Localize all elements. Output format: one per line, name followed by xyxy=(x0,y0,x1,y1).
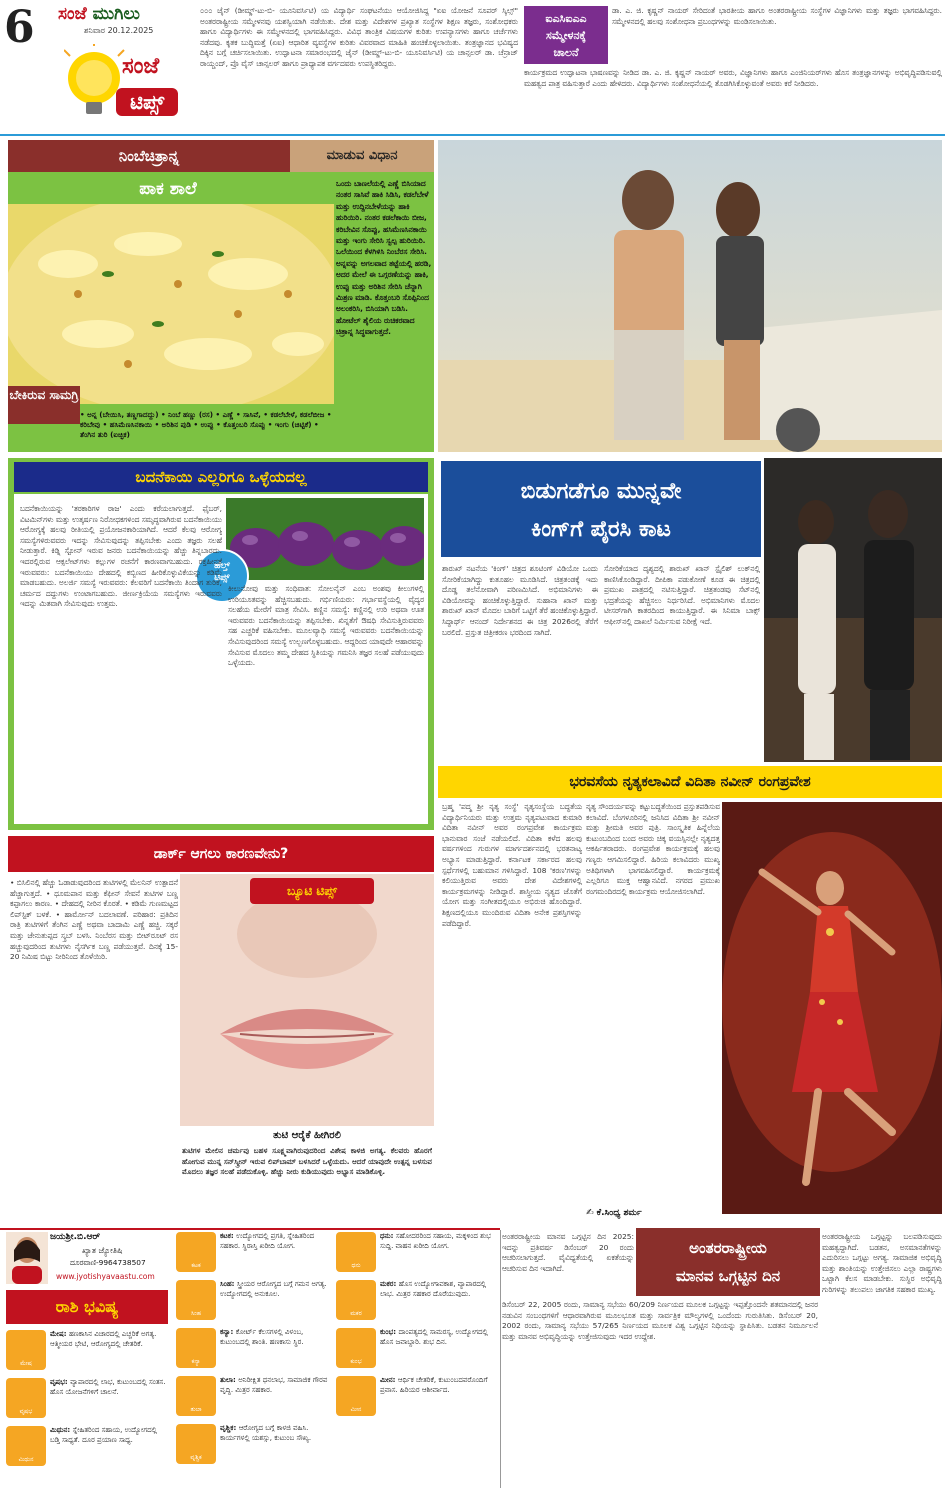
conference-badge-line1: ಐಎಸಿಐಎಎ xyxy=(545,12,587,25)
lemon-rice-photo xyxy=(8,204,334,404)
recipe-title: ನಿಂಬೆಚಿತ್ರಾನ್ನ xyxy=(8,140,290,172)
conference-badge-line3: ಚಾಲನೆ xyxy=(553,46,579,59)
brinjal-title: ಬದನೆಕಾಯಿ ಎಲ್ಲರಿಗೂ ಒಳ್ಳೆಯದಲ್ಲ xyxy=(14,462,428,492)
ingredients-text: • ಅನ್ನ (ಬೇಯಿಸಿ, ತಣ್ಣಗಾದದ್ದು) • ನಿಂಬೆ ಹಣ್ಣು (ರಸ) • ಎಣ್ಣೆ • ಸಾಸಿವೆ, • ಕಡಲೆಬೇಳೆ, ಕಡಲೆಬೀಜ • ಕರಿಬೇವು • ಹಸಿಮೆಣಸಿನಕಾಯಿ • ಅರಿಶಿನ ಪುಡಿ • ಉಪ್ಪು • ಕೊತ್ತಂಬರಿ ಸೊಪ್ಪು • ಇಂಗು (ಚಿಟ್ಟಿಕೆ) • ತೆಂಗಿನ ತುರಿ (ಐಚ್ಛಿಕ) xyxy=(80,410,332,439)
brinjal-text-col2: ಕೀಲುನೋವು ಮತ್ತು ಸಂಧಿವಾತ: ಸೋಲನೈನ್ ಎಂಬ ಅಂಶವು ಕೀಲುಗಳಲ್ಲಿ ಉರಿಯೂತವನ್ನು ಹೆಚ್ಚಿಸಬಹುದು. ಗರ್ಭಿಣಿಯರು: ಗರ್ಭಾವಸ್ಥೆಯಲ್ಲಿ ವೈದ್ಯರ ಸಲಹೆಯ ಮೇರೆಗೆ ಮಾತ್ರ ಸೇವಿಸಿ. ಕಣ್ಣಿನ ಸಮಸ್ಯೆ: ಕಣ್ಣಿನಲ್ಲಿ ಉರಿ ಅಥವಾ ಊತ ಇರುವವರು ಬದನೆಕಾಯಿಯನ್ನು ತಪ್ಪಿಸಬೇಕು. ಖಿನ್ನತೆಗೆ ಔಷಧಿ ಸೇವಿಸುತ್ತಿರುವವರು ಸಹ ಎಚ್ಚರಿಕೆ ವಹಿಸಬೇಕು. ಮೂಲವ್ಯಾಧಿ ಸಮಸ್ಯೆ ಇರುವವರು ಬದನೆಕಾಯಿಯನ್ನು ಸೇವಿಸುವುದರಿಂದ ಸಮಸ್ಯೆ ಉಲ್ಬಣಗೊಳ್ಳಬಹುದು. ಆದ್ದರಿಂದ ಯಾವುದೇ ಆಹಾರವನ್ನು ಸೇವಿಸುವ ಮೊದಲು ತಮ್ಮ ದೇಹದ ಸ್ಥಿತಿಯನ್ನು ಗಮನಿಸಿ ತಜ್ಞರ ಸಲಹೆ ಪಡೆಯುವುದು ಒಳ್ಳೆಯದು. xyxy=(228,584,424,668)
zodiac-text xyxy=(50,1378,168,1422)
zodiac-name: ತುಲಾ: xyxy=(220,1376,239,1384)
zodiac-label: ಮೀನ xyxy=(350,1406,362,1413)
conference-badge-line2: ಸಮ್ಮೇಳನಕ್ಕೆ xyxy=(546,29,586,42)
horoscope-title: ರಾಶಿ ಭವಿಷ್ಯ xyxy=(6,1290,168,1324)
masthead-sanje: ಸಂಜೆ xyxy=(58,4,87,24)
health-tips-line1: ಹೆಲ್ತ್ xyxy=(214,561,230,571)
conference-article-continued: ಕಾರ್ಯಕ್ರಮದ ಉದ್ಘಾಟನಾ ಭಾಷಣವನ್ನು ನೀಡಿದ ಡಾ. ಎ. ಜಿ. ಕೃಷ್ಣನ್ ನಾಯರ್ ಅವರು, ವಿಜ್ಞಾನಿಗಳು ಹಾಗೂ ಎಂಜಿನಿಯರ್‌ಗಳು ಹೊಸ ತಂತ್ರಜ್ಞಾನಗಳನ್ನು ಅಭಿವೃದ್ಧಿಪಡಿಸುವಲ್ಲಿ ಮಹತ್ವದ ಪಾತ್ರ ವಹಿಸುತ್ತಾರೆ ಎಂದು ಹೇಳಿದರು. ವಿದ್ಯಾರ್ಥಿಗಳು ಸಂಶೋಧನೆಯಲ್ಲಿ ತೊಡಗಿಸಿಕೊಳ್ಳುವಂತೆ ಅವರು ಕರೆ ನೀಡಿದರು. xyxy=(524,68,942,88)
zodiac-prediction: ಸ್ತ್ರೀಯರ ಆರೋಗ್ಯದ ಬಗ್ಗೆ ಗಮನ ಅಗತ್ಯ. ಉದ್ಯೋಗದಲ್ಲಿ ಅನುಕೂಲ. xyxy=(220,1280,327,1298)
zodiac-text xyxy=(380,1376,496,1420)
lip-care-text: ತುಟಿಗಳ ಮೇಲಿನ ಚರ್ಮವು ಬಹಳ ಸೂಕ್ಷ್ಮವಾಗಿರುವುದರಿಂದ ವಿಶೇಷ ಕಾಳಜಿ ಅಗತ್ಯ. ಕೆಲವರು ಹೊರಗೆ ಹೋಗುವ ಮುನ್ನ ಸನ್‌ಸ್ಕ್ರೀನ್ ಇರುವ ಲಿಪ್‌ಬಾಮ್ ಬಳಸಿದರೆ ಒಳ್ಳೆಯದು. ಆದರೆ ಯಾವುದೇ ಉತ್ಪನ್ನ ಬಳಸುವ ಮೊದಲು ತಜ್ಞರ ಸಲಹೆ ಪಡೆದುಕೊಳ್ಳಿ. ಹೆಚ್ಚು ನೀರು ಕುಡಿಯುವುದು ಅಭ್ಯಾಸ ಮಾಡಿಕೊಳ್ಳಿ. xyxy=(182,1146,432,1177)
intro-article: ೦೦೦ ಜೈನ್ (ಡೀಮ್ಡ್-ಟು-ಬಿ- ಯೂನಿವರ್ಸಿಟಿ) ಯ ವಿದ್ಯಾರ್ಥಿ ಸಂಘಟನೆಯು ಆಯೋಜಿಸಿದ್ದ "ಏಐ ಯೋಜನೆ ಸೂಪರ್ ಸ್ಕಿಲ್ಸ್" ಅಂತರರಾಷ್ಟ್ರೀಯ ಸಮ್ಮೇಳನವು ಯಶಸ್ವಿಯಾಗಿ ನಡೆಯಿತು. ದೇಶ ಮತ್ತು ವಿದೇಶಗಳ ಪ್ರಖ್ಯಾತ ಸಂಸ್ಥೆಗಳ ಶಿಕ್ಷಣ ತಜ್ಞರು, ಸಂಶೋಧಕರು ಹಾಗೂ ವಿದ್ಯಾರ್ಥಿಗಳು ಈ ಸಮ್ಮೇಳನದಲ್ಲಿ ಭಾಗವಹಿಸಿದ್ದರು. ವಿವಿಧ ತಾಂತ್ರಿಕ ವಿಷಯಗಳ ಕುರಿತು ಉಪನ್ಯಾಸಗಳು ಹಾಗೂ ಚರ್ಚೆಗಳು ನಡೆದವು. ಕೃತಕ ಬುದ್ಧಿಮತ್ತೆ (ಏಐ) ಆಧಾರಿತ ವ್ಯವಸ್ಥೆಗಳ ಕುರಿತು ವಿವರವಾದ ಮಾಹಿತಿ ಹಂಚಿಕೊಳ್ಳಲಾಯಿತು. ತಂತ್ರಜ್ಞಾನದ ಭವಿಷ್ಯದ ದಿಕ್ಕಿನ ಬಗ್ಗೆ ಚರ್ಚಿಸಲಾಯಿತು. ಉದ್ಘಾಟನಾ ಸಮಾರಂಭದಲ್ಲಿ ಜೈನ್ (ಡೀಮ್ಡ್-ಟು-ಬಿ- ಯೂನಿವರ್ಸಿಟಿ) ಯ ಚಾನ್ಸಲರ್ ಡಾ. ಚೆನ್ರಾಜ್ ರಾಯ್ಚಂದ್, ಪ್ರೊ ವೈಸ್ ಚಾನ್ಸಲರ್ ಹಾಗೂ ಪ್ರಾಧ್ಯಾಪಕ ವರ್ಗದವರು ಉಪಸ್ಥಿತರಿದ್ದರು. xyxy=(200,6,518,68)
zodiac-prediction: ಹಣಕಾಸಿನ ವಿಚಾರದಲ್ಲಿ ಎಚ್ಚರಿಕೆ ಅಗತ್ಯ. ಆತ್ಮೀಯರ ಭೇಟಿ, ಆರೋಗ್ಯದಲ್ಲಿ ಚೇತರಿಕೆ. xyxy=(50,1330,157,1348)
lips-text: • ಬಿಸಿಲಿನಲ್ಲಿ ಹೆಚ್ಚು ಓಡಾಡುವುದರಿಂದ ತುಟಿಗಳಲ್ಲಿ ಮೆಲನಿನ್ ಉತ್ಪಾದನೆ ಹೆಚ್ಚಾಗುತ್ತದೆ. • ಧೂಮಪಾನ ಮತ್ತು ಕೆಫೀನ್ ಸೇವನೆ ತುಟಿಗಳ ಬಣ್ಣ ಕಪ್ಪಾಗಲು ಕಾರಣ. • ದೇಹದಲ್ಲಿ ನೀರಿನ ಕೊರತೆ. • ಕಡಿಮೆ ಗುಣಮಟ್ಟದ ಲಿಪ್‌ಸ್ಟಿಕ್ ಬಳಕೆ. • ಹಾರ್ಮೋನ್ ಬದಲಾವಣೆ. ಪರಿಹಾರ: ಪ್ರತಿದಿನ ರಾತ್ರಿ ತುಟಿಗಳಿಗೆ ತೆಂಗಿನ ಎಣ್ಣೆ ಅಥವಾ ಬಾದಾಮಿ ಎಣ್ಣೆ ಹಚ್ಚಿ. ಸಕ್ಕರೆ ಮತ್ತು ಜೇನುತುಪ್ಪದ ಸ್ಕ್ರಬ್ ಬಳಸಿ. ನಿಂಬೆರಸ ಮತ್ತು ಬೀಟ್‌ರೂಟ್ ರಸ ಹಚ್ಚುವುದರಿಂದ ತುಟಿಗಳು ನೈಸರ್ಗಿಕ ಬಣ್ಣ ಪಡೆಯುತ್ತವೆ. ದಿನಕ್ಕೆ 15-20 ನಿಮಿಷ ಬಿಟ್ಟು ನೀರಿನಿಂದ ತೊಳೆಯಿರಿ. xyxy=(10,878,178,962)
zodiac-name: ಮೇಷ: xyxy=(50,1330,69,1338)
zodiac-label: ಮಕರ xyxy=(350,1310,362,1317)
conference-badge xyxy=(524,6,608,64)
zodiac-label: ತುಲಾ xyxy=(190,1406,202,1413)
zodiac-label: ಕಟಕ xyxy=(191,1262,201,1269)
brinjal-text-col1: ಬದನೆಕಾಯಿಯನ್ನು 'ತರಕಾರಿಗಳ ರಾಜ' ಎಂದು ಕರೆಯಲಾಗುತ್ತದೆ. ಫೈಬರ್, ವಿಟಮಿನ್‌ಗಳು ಮತ್ತು ಉತ್ಕರ್ಷಣ ನಿರೋಧಕಗಳಿಂದ ಸಮೃದ್ಧವಾಗಿರುವ ಬದನೆಕಾಯಿಯು ಆರೋಗ್ಯಕ್ಕೆ ಹಲವು ರೀತಿಯಲ್ಲಿ ಪ್ರಯೋಜನಕಾರಿಯಾಗಿದೆ. ಆದರೆ ಕೆಲವು ಆರೋಗ್ಯ ಸಮಸ್ಯೆಗಳಿರುವವರು ಇದನ್ನು ಸೇವಿಸುವುದನ್ನು ತಪ್ಪಿಸಬೇಕು ಎಂದು ತಜ್ಞರು ಸಲಹೆ ನೀಡುತ್ತಾರೆ. ಕಿಡ್ನಿ ಸ್ಟೋನ್ ಇರುವ ಜನರು ಬದನೆಕಾಯಿಯನ್ನು ಹೆಚ್ಚು ತಿನ್ನಬಾರದು. ಇದರಲ್ಲಿರುವ ಆಕ್ಸಲೇಟ್‌ಗಳು ಕಲ್ಲುಗಳ ರಚನೆಗೆ ಕಾರಣವಾಗಬಹುದು. ರಕ್ತಹೀನತೆ ಇರುವವರು: ಬದನೆಕಾಯಿಯು ದೇಹದಲ್ಲಿ ಕಬ್ಬಿಣದ ಹೀರಿಕೊಳ್ಳುವಿಕೆಯನ್ನು ಕಡಿಮೆ ಮಾಡಬಹುದು. ಅಲರ್ಜಿ ಸಮಸ್ಯೆ ಇರುವವರು: ಕೆಲವರಿಗೆ ಬದನೆಕಾಯಿ ತಿಂದಾಗ ತುರಿಕೆ, ಚರ್ಮದ ದದ್ದುಗಳು ಉಂಟಾಗಬಹುದು. ಜೀರ್ಣಕ್ರಿಯೆಯ ಸಮಸ್ಯೆಗಳು ಇರುವವರು ಇದನ್ನು ಮಿತವಾಗಿ ಸೇವಿಸುವುದು ಉತ್ತಮ. xyxy=(20,504,222,609)
zodiac-label: ವೃಶ್ಚಿಕ xyxy=(190,1454,202,1461)
lips-headline: ಡಾರ್ಕ್ ಆಗಲು ಕಾರಣವೇನು? xyxy=(8,836,434,872)
movie-still-photo xyxy=(438,140,942,452)
zodiac-prediction: ಸ್ನೇಹಿತರಿಂದ ಸಹಾಯ, ಉದ್ಯೋಗದಲ್ಲಿ ಬಡ್ತಿ ಸಾಧ್ಯತೆ. ದೂರ ಪ್ರಯಾಣ ಸಾಧ್ಯ. xyxy=(50,1426,157,1444)
zodiac-label: ಮಿಥುನ xyxy=(18,1456,34,1463)
divider xyxy=(500,1230,501,1488)
zodiac-label: ವೃಷಭ xyxy=(19,1408,33,1415)
ingredients-label: ಬೇಕಿರುವ ಸಾಮಗ್ರಿ xyxy=(8,386,80,424)
zodiac-name: ವೃಶ್ಚಿಕ: xyxy=(220,1424,239,1432)
issue-date: ಶನಿವಾರ 20.12.2025 xyxy=(84,26,154,35)
dance-author: ✍ ಕೆ.ಸಿಂಧ್ಯ ಶರ್ಮ xyxy=(586,1208,642,1218)
zodiac-name: ಕುಂಭ: xyxy=(380,1328,399,1336)
zodiac-prediction: ಅನಿರೀಕ್ಷಿತ ಧನಲಾಭ, ಸಾಮಾಜಿಕ ಗೌರವ ವೃದ್ಧಿ. ಮಿತ್ರರ ಸಹಕಾರ. xyxy=(220,1376,328,1394)
dance-text-col2: ನೃತ್ಯ ಸೌಂದರ್ಯವನ್ನು ಕಟ್ಟುಬದ್ಧತೆಯಿಂದ ಪ್ರಸ್ತುತಪಡಿಸುವ ಕಲಾವಿದೆ. ಬೆಂಗಳೂರಿನಲ್ಲಿ ಜನಿಸಿದ ವಿದಿತಾ ಶ್ರೀ ನವೀನ್ ಮತ್ತು ಶ್ರೀಮತಿ ಅವರ ಪುತ್ರಿ. ಸಾಂಸ್ಕೃತಿಕ ಹಿನ್ನೆಲೆಯ ಕುಟುಂಬದಿಂದ ಬಂದ ಅವರು ಚಿಕ್ಕ ವಯಸ್ಸಿನಲ್ಲೇ ನೃತ್ಯದತ್ತ ಆಕರ್ಷಿತರಾದರು. ರಂಗಪ್ರವೇಶ ಕಾರ್ಯಕ್ರಮಕ್ಕೆ ಹಲವು ಗಣ್ಯರು ಆಗಮಿಸಲಿದ್ದಾರೆ. ಹಿರಿಯ ಕಲಾವಿದರು ಮುಖ್ಯ ಅತಿಥಿಗಳಾಗಿ ಭಾಗವಹಿಸಲಿದ್ದಾರೆ. ಕಾರ್ಯಕ್ರಮಕ್ಕೆ ಎಲ್ಲರಿಗೂ ಮುಕ್ತ ಆಹ್ವಾನವಿದೆ. ನಗರದ ಪ್ರಮುಖ ರಂಗಮಂದಿರದಲ್ಲಿ ಕಾರ್ಯಕ್ರಮ ಆಯೋಜಿಸಲಾಗಿದೆ. xyxy=(586,802,720,896)
astrologer-avatar xyxy=(6,1232,48,1284)
astrologer-name: ಜಯಶ್ರೀ.ಬಿ.ಆರ್ xyxy=(50,1232,101,1242)
zodiac-text xyxy=(50,1330,168,1374)
astrologer-phone: ದೂರವಾಣಿ-9964738507 xyxy=(70,1258,146,1267)
zodiac-prediction: ಆರ್ಥಿಕ ಚೇತರಿಕೆ, ಕುಟುಂಬದವರೊಂದಿಗೆ ಪ್ರವಾಸ. ಹಿರಿಯರ ಆಶೀರ್ವಾದ. xyxy=(380,1376,488,1394)
lip-care-title: ತುಟಿ ಆರೈಕೆ ಹೀಗಿರಲಿ xyxy=(273,1130,341,1141)
solidarity-text-col1: ಅಂತರರಾಷ್ಟ್ರೀಯ ಮಾನವ ಒಗ್ಗಟ್ಟಿನ ದಿನ 2025: ಇದನ್ನು ಪ್ರತಿವರ್ಷ ಡಿಸೆಂಬರ್ 20 ರಂದು ಆಚರಿಸಲಾಗುತ್ತದೆ. ವೈವಿಧ್ಯತೆಯಲ್ಲಿ ಏಕತೆಯನ್ನು ಆಚರಿಸುವ ದಿನ ಇದಾಗಿದೆ. xyxy=(502,1232,634,1273)
piracy-text-col1: ಶಾರುಖ್ ನಟನೆಯ 'ಕಿಂಗ್' ಚಿತ್ರದ ಶೂಟಿಂಗ್ ವಿಡಿಯೋ ಒಂದು ಸೋರಿಕೆಯಾಗಿದ್ದು ಕುತೂಹಲ ಮೂಡಿಸಿದೆ. ಚಿತ್ರತಂಡಕ್ಕೆ ಇದು ದೊಡ್ಡ ತಲೆನೋವಾಗಿ ಪರಿಣಮಿಸಿದೆ. ಅಭಿಮಾನಿಗಳು ಈ ವಿಡಿಯೋವನ್ನು ಹಂಚಿಕೊಳ್ಳುತ್ತಿದ್ದಾರೆ. ಸುಹಾನಾ ಖಾನ್ ಮತ್ತು ಶಾರುಖ್ ಖಾನ್ ಮೊದಲ ಬಾರಿಗೆ ಒಟ್ಟಿಗೆ ತೆರೆ ಹಂಚಿಕೊಳ್ಳುತ್ತಿದ್ದಾರೆ. ಸಿದ್ಧಾರ್ಥ್ ಆನಂದ್ ನಿರ್ದೇಶನದ ಈ ಚಿತ್ರ 2026ರಲ್ಲಿ ತೆರೆಗೆ ಬರಲಿದೆ. ಪ್ರಸ್ತುತ ಚಿತ್ರೀಕರಣ ಭರದಿಂದ ಸಾಗಿದೆ. xyxy=(442,564,598,637)
zodiac-prediction: ಆರೋಗ್ಯದ ಬಗ್ಗೆ ಕಾಳಜಿ ವಹಿಸಿ. ಕಾರ್ಯಗಳಲ್ಲಿ ಯಶಸ್ಸು, ಕುಟುಂಬ ಸೌಖ್ಯ. xyxy=(220,1424,312,1442)
beauty-tips-badge: ಬ್ಯೂಟಿ ಟಿಪ್ಸ್ xyxy=(250,878,374,904)
zodiac-label: ಧನು xyxy=(351,1262,361,1269)
zodiac-label: ಸಿಂಹ xyxy=(190,1310,201,1317)
masthead-mugilu: ಮುಗಿಲು xyxy=(92,4,140,24)
solidarity-headline-line2: ಮಾನವ ಒಗ್ಗಟ್ಟಿನ ದಿನ xyxy=(675,1267,781,1285)
zodiac-text xyxy=(220,1328,332,1372)
zodiac-prediction: ಉದ್ಯೋಗದಲ್ಲಿ ಪ್ರಗತಿ, ಸ್ನೇಹಿತರಿಂದ ಸಹಕಾರ. ಸ್ಥಿರಾಸ್ತಿ ಖರೀದಿ ಯೋಗ. xyxy=(220,1232,315,1250)
zodiac-text xyxy=(220,1376,332,1420)
zodiac-prediction: ಸಹೋದರರಿಂದ ಸಹಾಯ, ಮಕ್ಕಳಿಂದ ಶುಭ ಸುದ್ದಿ. ವಾಹನ ಖರೀದಿ ಯೋಗ. xyxy=(380,1232,491,1250)
dance-headline: ಭರವಸೆಯ ನೃತ್ಯಕಲಾವಿದೆ ವಿದಿತಾ ನವೀನ್ ರಂಗಪ್ರವೇಶ xyxy=(438,766,942,798)
zodiac-prediction: ಹೊಸ ಉದ್ಯೋಗಾವಕಾಶ, ವ್ಯಾಪಾರದಲ್ಲಿ ಲಾಭ. ಮಿತ್ರರ ಸಹಕಾರ ದೊರೆಯುವುದು. xyxy=(380,1280,487,1298)
zodiac-text xyxy=(380,1280,496,1324)
solidarity-text-col3: ಅಂತರರಾಷ್ಟ್ರೀಯ ಒಗ್ಗಟ್ಟನ್ನು ಬಲಪಡಿಸುವುದು ಮಹತ್ವದ್ದಾಗಿದೆ. ಬಡತನ, ಅಸಮಾನತೆಗಳನ್ನು ಎದುರಿಸಲು ಒಗ್ಗಟ್ಟು ಅಗತ್ಯ. ಸಾಮಾಜಿಕ ಅಭಿವೃದ್ಧಿ ಮತ್ತು ಶಾಂತಿಯನ್ನು ಉತ್ತೇಜಿಸಲು ಎಲ್ಲಾ ರಾಷ್ಟ್ರಗಳು ಒಟ್ಟಾಗಿ ಕೆಲಸ ಮಾಡಬೇಕು. ಸುಸ್ಥಿರ ಅಭಿವೃದ್ಧಿ ಗುರಿಗಳನ್ನು ತಲುಪಲು ಜಾಗತಿಕ ಸಹಕಾರ ಮುಖ್ಯ. xyxy=(822,1232,942,1294)
zodiac-text xyxy=(220,1424,332,1468)
lips-photo xyxy=(180,874,434,1126)
solidarity-text-col2: ಡಿಸೆಂಬರ್ 22, 2005 ರಂದು, ಸಾಮಾನ್ಯ ಸಭೆಯು 60/209 ನಿರ್ಣಯದ ಮೂಲಕ ಒಗ್ಗಟ್ಟನ್ನು ಇಪ್ಪತ್ತೊಂದನೇ ಶತಮಾನದಲ್ಲಿ ಜನರ ನಡುವಿನ ಸಂಬಂಧಗಳಿಗೆ ಆಧಾರವಾಗಿರುವ ಮೂಲಭೂತ ಮತ್ತು ಸಾರ್ವತ್ರಿಕ ಮೌಲ್ಯಗಳಲ್ಲಿ ಒಂದೆಂದು ಗುರುತಿಸಿತು. ಡಿಸೆಂಬರ್ 20, 2002 ರಂದು, ಸಾಮಾನ್ಯ ಸಭೆಯು 57/265 ನಿರ್ಣಯದ ಮೂಲಕ ವಿಶ್ವ ಒಗ್ಗಟ್ಟಿನ ನಿಧಿಯನ್ನು ಸ್ಥಾಪಿಸಿತು. ಬಡತನ ನಿರ್ಮೂಲನೆ ಮತ್ತು ಮಾನವ ಅಭಿವೃದ್ಧಿಯನ್ನು ಉತ್ತೇಜಿಸುವುದು ಇದರ ಉದ್ದೇಶ. xyxy=(502,1300,818,1341)
astrologer-title: ಖ್ಯಾತ ಜ್ಯೋತಿಷಿ xyxy=(82,1246,123,1255)
zodiac-name: ವೃಷಭ: xyxy=(50,1378,71,1386)
piracy-headline xyxy=(438,458,764,560)
piracy-headline-line1: ಬಿಡುಗಡೆಗೂ ಮುನ್ನವೇ xyxy=(520,479,682,504)
zodiac-prediction: ದಾಂಪತ್ಯದಲ್ಲಿ ಸಾಮರಸ್ಯ, ಉದ್ಯೋಗದಲ್ಲಿ ಹೊಸ ಜವಾಬ್ದಾರಿ. ಶುಭ ದಿನ. xyxy=(380,1328,488,1346)
brinjal-photo xyxy=(226,498,424,580)
solidarity-headline xyxy=(636,1228,820,1296)
page-number: 6 xyxy=(4,2,35,53)
dance-text-col1: ಬ್ರಹ್ಮ 'ಪದ್ಮ ಶ್ರೀ ನೃತ್ಯ ಸಂಸ್ಥೆ' ನೃತ್ಯಸಂಸ್ಥೆಯ ಬದ್ಧತೆಯ ವಿದ್ಯಾರ್ಥಿನಿಯರು ಮತ್ತು ಉತ್ತಮ ನೃತ್ಯಪಟುವಾದ ಕುಮಾರಿ ವಿದಿತಾ ನವೀನ್ ಅವರ ರಂಗಪ್ರವೇಶ ಕಾರ್ಯಕ್ರಮ ಭಾನುವಾರ ಸಂಜೆ ನಡೆಯಲಿದೆ. ವಿದಿತಾ ಕಳೆದ ಹಲವು ವರ್ಷಗಳಿಂದ ಗುರುಗಳ ಮಾರ್ಗದರ್ಶನದಲ್ಲಿ ಭರತನಾಟ್ಯ ಅಭ್ಯಾಸ ಮಾಡುತ್ತಿದ್ದಾರೆ. ಕರ್ನಾಟಕ ಸರ್ಕಾರದ ಹಲವು ಸ್ಪರ್ಧೆಗಳಲ್ಲಿ ಬಹುಮಾನ ಗಳಿಸಿದ್ದಾರೆ. 108 'ಕರಣ'ಗಳನ್ನು ಕಲಿಯುತ್ತಿರುವ ಅವರು ದೇಶ ವಿದೇಶಗಳಲ್ಲಿ ಕಾರ್ಯಕ್ರಮಗಳನ್ನು ನೀಡಿದ್ದಾರೆ. ಶಾಸ್ತ್ರೀಯ ನೃತ್ಯದ ಜೊತೆಗೆ ಯೋಗ ಮತ್ತು ಸಂಗೀತದಲ್ಲಿಯೂ ಅಭಿರುಚಿ ಹೊಂದಿದ್ದಾರೆ. ಶಿಕ್ಷಣದಲ್ಲಿಯೂ ಮುಂದಿರುವ ವಿದಿತಾ ಅನೇಕ ಪ್ರಶಸ್ತಿಗಳನ್ನು ಪಡೆದಿದ್ದಾರೆ. xyxy=(442,802,582,928)
king-movie-photo xyxy=(764,458,942,762)
kitchen-label: ಪಾಕ ಶಾಲೆ xyxy=(139,179,197,199)
zodiac-text xyxy=(380,1232,496,1276)
piracy-headline-line2: ಕಿಂಗ್‌ಗೆ ಪೈರಸಿ ಕಾಟ xyxy=(531,517,671,542)
masthead-logo xyxy=(58,4,140,24)
zodiac-name: ಮಕರ: xyxy=(380,1280,399,1288)
zodiac-text xyxy=(380,1328,496,1372)
zodiac-name: ಮಿಥುನ: xyxy=(50,1426,73,1434)
zodiac-text xyxy=(220,1280,332,1324)
method-text: ಒಂದು ಬಾಣಲೆಯಲ್ಲಿ ಎಣ್ಣೆ ಬಿಸಿಯಾದ ನಂತರ ಸಾಸಿವೆ ಹಾಕಿ ಸಿಡಿಸಿ, ಕಡಲೆಬೇಳೆ ಮತ್ತು ಉದ್ದಿನಬೇಳೆಯನ್ನು ಹಾಕಿ ಹುರಿಯಿರಿ. ನಂತರ ಕಡಲೆಕಾಯಿ ಬೀಜ, ಕರಿಬೇವಿನ ಸೊಪ್ಪು, ಹಸಿಮೆಣಸಿನಕಾಯಿ ಮತ್ತು ಇಂಗು ಸೇರಿಸಿ ಸ್ವಲ್ಪ ಹುರಿಯಿರಿ. ಒಲೆಯಿಂದ ಕೆಳಗಿಳಿಸಿ ನಿಂಬೆರಸ ಸೇರಿಸಿ. ಅನ್ನವನ್ನು ಅಗಲವಾದ ತಟ್ಟೆಯಲ್ಲಿ ಹರಡಿ, ಅದರ ಮೇಲೆ ಈ ಒಗ್ಗರಣೆಯನ್ನು ಹಾಕಿ, ಉಪ್ಪು ಮತ್ತು ಅರಿಶಿನ ಸೇರಿಸಿ ಚೆನ್ನಾಗಿ ಮಿಶ್ರಣ ಮಾಡಿ. ಕೊತ್ತಂಬರಿ ಸೊಪ್ಪಿನಿಂದ ಅಲಂಕರಿಸಿ, ಬಿಸಿಯಾಗಿ ಬಡಿಸಿ. ಹೋಟೆಲ್ ಶೈಲಿಯ ರುಚಿಕರವಾದ ಚಿತ್ರಾನ್ನ ಸಿದ್ಧವಾಗುತ್ತದೆ. xyxy=(336,179,432,337)
conference-article: ಡಾ. ಎ. ಜಿ. ಕೃಷ್ಣನ್ ನಾಯರ್ ಸೇರಿದಂತೆ ಭಾರತೀಯ ಹಾಗೂ ಅಂತರರಾಷ್ಟ್ರೀಯ ಸಂಸ್ಥೆಗಳ ವಿಜ್ಞಾನಿಗಳು ಮತ್ತು ತಜ್ಞರು ಭಾಗವಹಿಸಿದ್ದರು. ಸಮ್ಮೇಳನದಲ್ಲಿ ಹಲವು ಸಂಶೋಧನಾ ಪ್ರಬಂಧಗಳನ್ನು ಮಂಡಿಸಲಾಯಿತು. xyxy=(612,6,942,26)
tips-badge: ಟಿಪ್ಸ್ xyxy=(116,88,178,116)
solidarity-headline-line1: ಅಂತರರಾಷ್ಟ್ರೀಯ xyxy=(689,1239,767,1257)
method-title: ಮಾಡುವ ವಿಧಾನ xyxy=(290,140,434,172)
zodiac-label: ಮೇಷ xyxy=(20,1360,32,1367)
zodiac-prediction: ಕೋರ್ಟ್ ಕೆಲಸಗಳಲ್ಲಿ ವಿಳಂಬ, ಕುಟುಂಬದಲ್ಲಿ ಶಾಂತಿ. ಹಣಕಾಸು ಸ್ಥಿರ. xyxy=(220,1328,304,1346)
zodiac-name: ಧನು: xyxy=(380,1232,396,1240)
zodiac-prediction: ವ್ಯಾಪಾರದಲ್ಲಿ ಲಾಭ, ಕುಟುಂಬದಲ್ಲಿ ಸಂತಸ. ಹೊಸ ಯೋಜನೆಗಳಿಗೆ ಚಾಲನೆ. xyxy=(50,1378,166,1396)
zodiac-name: ಸಿಂಹ: xyxy=(220,1280,237,1288)
zodiac-name: ಕನ್ಯಾ: xyxy=(220,1328,236,1336)
section-word: ಸಂಜೆ xyxy=(122,54,160,79)
zodiac-name: ಮೀನ: xyxy=(380,1376,398,1384)
zodiac-text xyxy=(50,1426,168,1470)
zodiac-label: ಕನ್ಯಾ xyxy=(191,1358,201,1365)
piracy-text-col2: ಸೋರಿಕೆಯಾದ ದೃಶ್ಯದಲ್ಲಿ ಶಾರುಖ್ ಖಾನ್ ಸ್ಟೈಲಿಶ್ ಲುಕ್‌ನಲ್ಲಿ ಕಾಣಿಸಿಕೊಂಡಿದ್ದಾರೆ. ದೀಪಿಕಾ ಪಡುಕೋಣೆ ಕೂಡ ಈ ಚಿತ್ರದಲ್ಲಿ ಪ್ರಮುಖ ಪಾತ್ರದಲ್ಲಿ ನಟಿಸುತ್ತಿದ್ದಾರೆ. ಚಿತ್ರತಂಡವು ಸೆಟ್‌ನಲ್ಲಿ ಭದ್ರತೆಯನ್ನು ಹೆಚ್ಚಿಸಲು ನಿರ್ಧರಿಸಿದೆ. ಅಭಿಮಾನಿಗಳು ಮೊದಲ ಟೀಸರ್‌ಗಾಗಿ ಕಾತರದಿಂದ ಕಾಯುತ್ತಿದ್ದಾರೆ. ಈ ಸಿನಿಮಾ ಬಾಕ್ಸ್ ಆಫೀಸ್‌ನಲ್ಲಿ ದಾಖಲೆ ನಿರ್ಮಿಸುವ ನಿರೀಕ್ಷೆ ಇದೆ. xyxy=(604,564,760,626)
astrologer-website[interactable]: www.jyotishyavaastu.com xyxy=(56,1272,155,1281)
health-tips-line2: ಟಿಪ್ಸ್ xyxy=(214,573,230,583)
zodiac-text xyxy=(220,1232,332,1276)
zodiac-label: ಕುಂಭ xyxy=(350,1358,362,1365)
zodiac-name: ಕಟಕ: xyxy=(220,1232,237,1240)
dancer-photo xyxy=(722,802,942,1214)
